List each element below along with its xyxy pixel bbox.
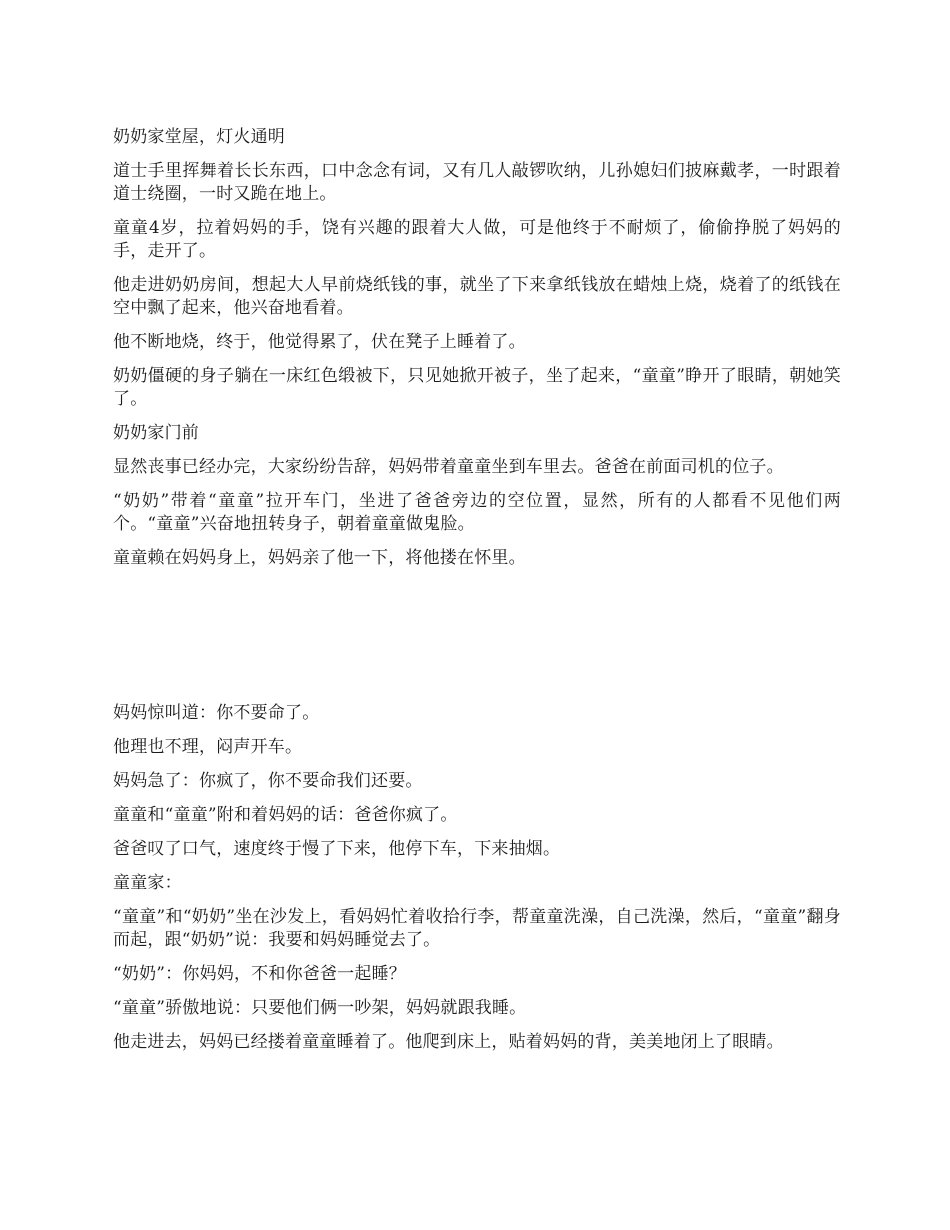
- paragraph: 他走进奶奶房间，想起大人早前烧纸钱的事，就坐了下来拿纸钱放在蜡烛上烧，烧着了的纸钱在空中飘了起来，他兴奋地看着。: [113, 275, 841, 318]
- paragraph: “童童”骄傲地说：只要他们俩一吵架，妈妈就跟我睡。: [113, 998, 527, 1018]
- paragraph: “奶奶”带着“童童”拉开车门，坐进了爸爸旁边的空位置，显然，所有的人都看不见他们两个。“童童”兴奋地扭转身子，朝着童童做鬼脸。: [113, 491, 841, 534]
- paragraph: 他不断地烧，终于，他觉得累了，伏在凳子上睡着了。: [113, 332, 526, 352]
- paragraph: 奶奶僵硬的身子躺在一床红色缎被下，只见她掀开被子，坐了起来，“童童”睁开了眼睛，朝她笑了。: [113, 366, 841, 409]
- paragraph: 他理也不理，闷声开车。: [113, 737, 303, 757]
- scene-heading: 奶奶家门前: [113, 423, 199, 443]
- story-section-2: [113, 702, 841, 1065]
- paragraph: 童童赖在妈妈身上，妈妈亲了他一下，将他搂在怀里。: [113, 548, 526, 568]
- scene-heading: 童童家：: [113, 873, 182, 893]
- paragraph: “奶奶”：你妈妈，不和你爸爸一起睡？: [113, 964, 406, 984]
- paragraph: 妈妈急了：你疯了，你不要命我们还要。: [113, 771, 423, 791]
- scene-heading: 奶奶家堂屋，灯火通明: [113, 127, 285, 147]
- paragraph: 妈妈惊叫道：你不要命了。: [113, 703, 320, 723]
- paragraph: 童童4岁，拉着妈妈的手，饶有兴趣的跟着大人做，可是他终于不耐烦了，偷偷挣脱了妈妈的手，走开了。: [113, 218, 841, 261]
- paragraph: “童童”和“奶奶”坐在沙发上，看妈妈忙着收拾行李，帮童童洗澡，自己洗澡，然后，“童童”翻身而起，跟“奶奶”说：我要和妈妈睡觉去了。: [113, 907, 841, 950]
- paragraph: 显然丧事已经办完，大家纷纷告辞，妈妈带着童童坐到车里去。爸爸在前面司机的位子。: [113, 457, 784, 477]
- story-section-1: [113, 126, 841, 581]
- paragraph: 他走进去，妈妈已经搂着童童睡着了。他爬到床上，贴着妈妈的背，美美地闭上了眼睛。: [113, 1032, 784, 1052]
- paragraph: 爸爸叹了口气，速度终于慢了下来，他停下车，下来抽烟。: [113, 839, 561, 859]
- paragraph: 童童和“童童”附和着妈妈的话：爸爸你疯了。: [113, 805, 458, 825]
- paragraph: 道士手里挥舞着长长东西，口中念念有词，又有几人敲锣吹纳，儿孙媳妇们披麻戴孝，一时跟着道士绕圈，一时又跪在地上。: [113, 161, 841, 204]
